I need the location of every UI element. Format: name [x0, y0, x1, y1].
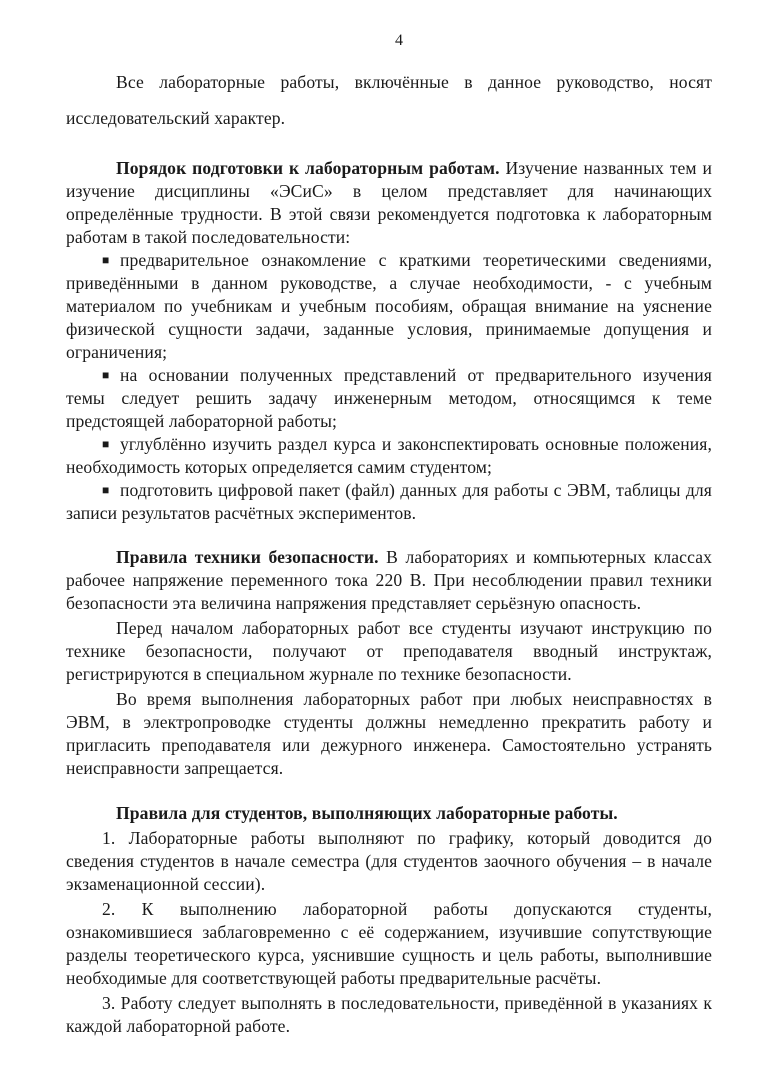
- safety-paragraph-2: Перед началом лабораторных работ все студенты изучают инструкцию по технике безопасности, получают от преподавателя вводный инструктаж, регистрируются в специальном журнале по технике безопасности.: [66, 618, 712, 684]
- bullet-icon: ■: [102, 368, 110, 382]
- page-number: 4: [395, 32, 403, 49]
- safety-paragraph-3: Во время выполнения лабораторных работ при любых неисправностях в ЭВМ, в электропроводке студенты должны немедленно прекратить работу и пригласить преподавателя или дежурного инженера. Самостоятельно устранять неисправности запрещается.: [66, 689, 712, 778]
- bullet-icon: ■: [102, 253, 110, 267]
- bullet-text: подготовить цифровой пакет (файл) данных для работы с ЭВМ, таблицы для записи результатов расчётных экспериментов.: [66, 480, 712, 523]
- bullet-text: предварительное ознакомление с краткими теоретическими сведениями, приведёнными в данном руководстве, а случае необходимости, - с учебным материалом по учебникам и учебным пособиям, обращая внимание на уяснение физической сущности задачи, заданные условия, принимаемые допущения и ограничения;: [66, 250, 712, 362]
- intro-paragraph: Все лабораторные работы, включённые в данное руководство, носят исследовательский характер.: [66, 72, 712, 128]
- safety-paragraph: [66, 546, 712, 615]
- safety-text: В лабораториях и компьютерных классах рабочее напряжение переменного тока 220 В. При несоблюдении правил техники безопасности эта величина напряжения представляет серьёзную опасность.: [66, 547, 712, 613]
- bullet-item: [66, 433, 712, 479]
- bullet-icon: ■: [102, 437, 110, 451]
- prep-text: Изучение названных тем и изучение дисциплины «ЭСиС» в целом представляет для начинающих определённые трудности. В этой связи рекомендуется подготовка к лабораторным работам в такой последовательности:: [66, 158, 713, 247]
- prep-heading: Порядок подготовки к лабораторным работам.: [116, 158, 500, 178]
- rules-item: 1. Лабораторные работы выполняют по графику, который доводится до сведения студентов в начале семестра (для студентов заочного обучения – в начале экзаменационной сессии).: [66, 828, 712, 894]
- bullet-item: [66, 364, 712, 433]
- bullet-text: углублённо изучить раздел курса и законспектировать основные положения, необходимость которых определяется самим студентом;: [66, 434, 712, 477]
- prep-paragraph: [66, 157, 712, 249]
- safety-heading: Правила техники безопасности.: [116, 547, 379, 567]
- rules-item: 2. К выполнению лабораторной работы допускаются студенты, ознакомившиеся заблаговременно с её содержанием, изучившие сопутствующие разделы теоретического курса, уяснившие сущность и цель работы, выполнившие необходимые для соответствующей работы предварительные расчёты.: [66, 899, 712, 988]
- rules-item: 3. Работу следует выполнять в последовательности, приведённой в указаниях к каждой лабораторной работе.: [66, 993, 712, 1036]
- bullet-item: [66, 479, 712, 525]
- bullet-item: [66, 249, 712, 364]
- rules-heading: Правила для студентов, выполняющих лабораторные работы.: [116, 803, 618, 823]
- bullet-icon: ■: [102, 483, 110, 497]
- bullet-text: на основании полученных представлений от предварительного изучения темы следует решить задачу инженерным методом, относящимся к теме предстоящей лабораторной работы;: [66, 365, 712, 431]
